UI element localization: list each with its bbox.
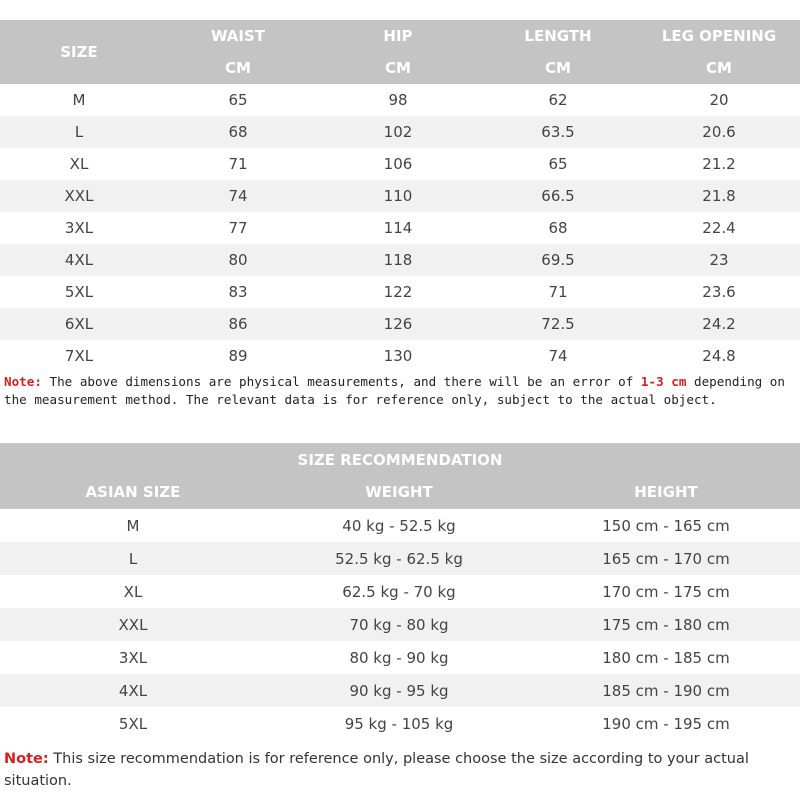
cell-size: 5XL	[64, 283, 94, 301]
cell-waist: 89	[228, 347, 248, 365]
size-chart-header	[0, 20, 800, 84]
cell-leg-opening: 23	[709, 251, 729, 269]
table-row	[0, 674, 800, 707]
table-row	[0, 308, 800, 340]
header-leg-opening-label: LEG OPENING	[661, 27, 777, 45]
cell-hip: 110	[383, 187, 413, 205]
cell-waist: 86	[228, 315, 248, 333]
table-row	[0, 707, 800, 740]
table-row	[0, 641, 800, 674]
header-waist-label: WAIST	[210, 27, 266, 45]
cell-waist: 71	[228, 155, 248, 173]
cell-asian-size: 5XL	[118, 714, 148, 733]
cell-length: 74	[548, 347, 568, 365]
recommendation-column-headers	[0, 483, 800, 501]
cell-height: 170 cm - 175 cm	[602, 582, 730, 601]
header-height: HEIGHT	[634, 483, 698, 501]
cell-asian-size: 4XL	[118, 681, 148, 700]
cell-weight: 80 kg - 90 kg	[349, 648, 449, 667]
table-row	[0, 84, 800, 116]
note-error-range: 1-3 cm	[640, 374, 687, 389]
cell-weight: 52.5 kg - 62.5 kg	[335, 549, 463, 568]
cell-length: 62	[548, 91, 568, 109]
cell-length: 72.5	[541, 315, 575, 333]
cell-size: XXL	[64, 187, 94, 205]
header-waist-unit: CM	[225, 59, 251, 77]
header-length-label: LENGTH	[524, 27, 592, 45]
recommendation-note	[4, 748, 794, 792]
table-row	[0, 180, 800, 212]
cell-asian-size: M	[126, 516, 140, 535]
table-row	[0, 608, 800, 641]
cell-hip: 106	[383, 155, 413, 173]
cell-leg-opening: 23.6	[702, 283, 736, 301]
header-size: SIZE	[60, 43, 98, 61]
cell-asian-size: L	[128, 549, 138, 568]
cell-length: 69.5	[541, 251, 575, 269]
cell-waist: 83	[228, 283, 248, 301]
cell-length: 68	[548, 219, 568, 237]
header-weight: WEIGHT	[365, 483, 433, 501]
table-row	[0, 212, 800, 244]
recommendation-title: SIZE RECOMMENDATION	[297, 451, 503, 469]
cell-weight: 40 kg - 52.5 kg	[342, 516, 456, 535]
cell-weight: 90 kg - 95 kg	[349, 681, 449, 700]
cell-length: 63.5	[541, 123, 575, 141]
cell-size: 3XL	[64, 219, 94, 237]
header-hip-label: HIP	[383, 27, 413, 45]
table-row	[0, 509, 800, 542]
cell-length: 71	[548, 283, 568, 301]
cell-size: L	[74, 123, 84, 141]
cell-leg-opening: 21.2	[702, 155, 736, 173]
cell-leg-opening: 20	[709, 91, 729, 109]
cell-length: 65	[548, 155, 568, 173]
cell-hip: 98	[388, 91, 408, 109]
cell-weight: 70 kg - 80 kg	[349, 615, 449, 634]
cell-hip: 118	[383, 251, 413, 269]
table-row	[0, 116, 800, 148]
cell-leg-opening: 20.6	[702, 123, 736, 141]
cell-hip: 102	[383, 123, 413, 141]
cell-height: 175 cm - 180 cm	[602, 615, 730, 634]
header-asian-size: ASIAN SIZE	[85, 483, 181, 501]
cell-weight: 95 kg - 105 kg	[344, 714, 454, 733]
cell-waist: 80	[228, 251, 248, 269]
cell-size: 6XL	[64, 315, 94, 333]
header-hip-unit: CM	[385, 59, 411, 77]
cell-length: 66.5	[541, 187, 575, 205]
cell-waist: 65	[228, 91, 248, 109]
header-length	[478, 20, 638, 84]
size-recommendation-table	[0, 443, 800, 740]
cell-height: 165 cm - 170 cm	[602, 549, 730, 568]
table-row	[0, 575, 800, 608]
recommendation-header	[0, 443, 800, 509]
cell-hip: 126	[383, 315, 413, 333]
note-label: Note:	[4, 374, 42, 389]
table-row	[0, 244, 800, 276]
cell-waist: 74	[228, 187, 248, 205]
cell-hip: 114	[383, 219, 413, 237]
cell-size: XL	[69, 155, 89, 173]
size-chart-table	[0, 20, 800, 372]
cell-asian-size: XL	[123, 582, 143, 601]
cell-asian-size: XXL	[118, 615, 148, 634]
note-text: This size recommendation is for reference only, please choose the size according to your actual situation.	[4, 751, 749, 789]
cell-waist: 77	[228, 219, 248, 237]
note-text-before: The above dimensions are physical measurements, and there will be an error of	[41, 374, 641, 389]
cell-hip: 130	[383, 347, 413, 365]
note-label: Note:	[4, 751, 49, 767]
table-row	[0, 148, 800, 180]
cell-height: 185 cm - 190 cm	[602, 681, 730, 700]
cell-height: 180 cm - 185 cm	[602, 648, 730, 667]
cell-leg-opening: 21.8	[702, 187, 736, 205]
table-row	[0, 340, 800, 372]
header-length-unit: CM	[545, 59, 571, 77]
cell-size: 7XL	[64, 347, 94, 365]
measurement-note	[4, 373, 796, 408]
cell-leg-opening: 24.8	[702, 347, 736, 365]
cell-leg-opening: 24.2	[702, 315, 736, 333]
header-leg-opening	[638, 20, 800, 84]
header-leg-opening-unit: CM	[706, 59, 732, 77]
cell-asian-size: 3XL	[118, 648, 148, 667]
header-hip	[318, 20, 478, 84]
table-row	[0, 276, 800, 308]
header-waist	[158, 20, 318, 84]
cell-hip: 122	[383, 283, 413, 301]
cell-size: M	[72, 91, 86, 109]
cell-height: 190 cm - 195 cm	[602, 714, 730, 733]
cell-size: 4XL	[64, 251, 94, 269]
cell-leg-opening: 22.4	[702, 219, 736, 237]
note-text-after: depending on the measurement method. The relevant data is for reference only, subject to the actual object.	[4, 374, 785, 407]
cell-waist: 68	[228, 123, 248, 141]
cell-height: 150 cm - 165 cm	[602, 516, 730, 535]
cell-weight: 62.5 kg - 70 kg	[342, 582, 456, 601]
table-row	[0, 542, 800, 575]
